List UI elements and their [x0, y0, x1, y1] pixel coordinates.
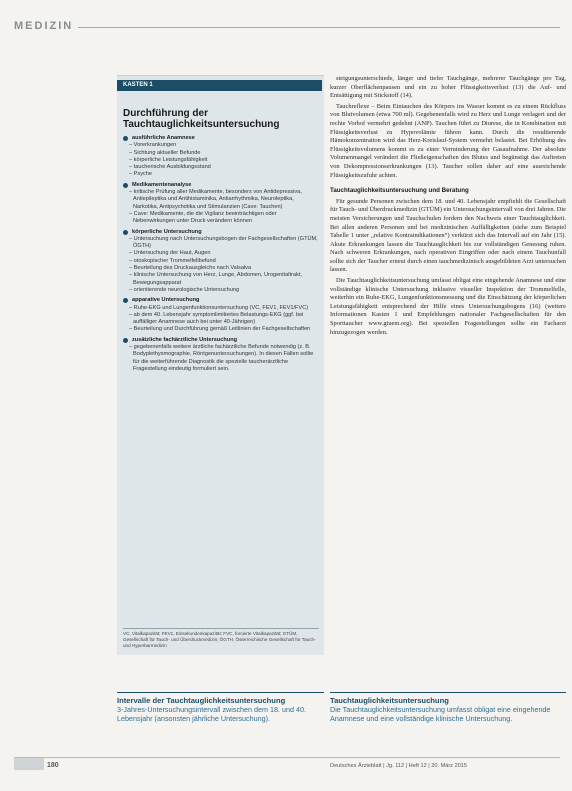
callout-text: Die Tauchtauglichkeitsuntersuchung umfasst obligat eine eingehende Anamnese und eine vollständige klinische Untersuchung. [330, 705, 551, 723]
bullet-icon [123, 338, 128, 343]
callout-title: Tauchtauglichkeitsuntersuchung [330, 696, 449, 705]
box-group-heading [123, 229, 319, 236]
box-list-item: – taucherische Ausbildungsstand [129, 164, 211, 171]
paragraph: Für gesunde Personen zwischen dem 18. und 40. Lebensjahr empfiehlt die Gesellschaft für Tauch- und Überdruckmedizin (GTÜM) ein Untersuchungsintervall von drei Jahren. Die meisten Versicherungen und Tauchschulen fordern den Nachweis einer Tauchtauglichkeit. Bei allen anderen Personen und bei medizinischen Auffälligkeiten (siehe zum Beispiel Tabelle 1 unter „relative Kontraindikationen“) verkürzt sich das Intervall auf ein Jahr (15). Akute Erkrankungen lassen die Tauchtauglichkeit bis zur vollständigen Genesung ruhen. Nach schweren Erkrankungen, nach operativen Eingriffen oder nach einem Tauchunfall sollte sich der Taucher erneut durch einen tauchmedizinisch ausgebildeten Arzt untersuchen lassen. [330, 197, 566, 274]
paragraph: steigungsunterschiede, länger und tiefer Tauchgänge, mehrerer Tauchgänge pro Tag, kurzer Oberflächenpausen und ein zu hoher Flüssigkeitsverlust (13) die Auf- und Entsättigung mit Stickstoff (14). [330, 75, 566, 100]
section-title: MEDIZIN [14, 20, 74, 32]
bullet-icon [123, 183, 128, 188]
callout-right [330, 696, 566, 723]
box-list-item: – kritische Prüfung aller Medikamente, besonders von Antidepressiva, Antiepileptika und Antihistaminika, Antiarrhythmika, Neuroleptika, Narkotika, Antipsychotika und Stimulanzien (Cave: Tauchen) [129, 189, 302, 210]
box-footnote: VC, Vitalkapazität; FEV1, Einsekundenkapazität; FVC, forcierte Vitalkapazität; GTÜM, Gesellschaft für Tauch- und Überdruckmedizin; ÖGTH, Österreichische Gesellschaft für Tauch- und Hyperbarmedizin [123, 628, 319, 649]
box-group-heading [123, 337, 319, 344]
box-group-label: Medikamentenanalyse [132, 181, 192, 188]
bullet-icon [123, 136, 128, 141]
bullet-icon [123, 298, 128, 303]
callout-rule [117, 692, 324, 693]
page-corner-mark [14, 758, 44, 770]
box-list-item: – orientierende neurologische Untersuchung [129, 286, 240, 293]
callout-text: 3-Jahres-Untersuchungsintervall zwischen dem 18. und 40. Lebensjahr (ansonsten jährliche Untersuchung). [117, 705, 306, 723]
box-list-item: – otoskopischer Trommelfellbefund [129, 257, 216, 264]
box-group-label: ausführliche Anamnese [132, 135, 195, 141]
box-list-item: – gegebenenfalls weitere ärztliche fachärztliche Befunde notwendig (z. B. Bodyplethysmographie, Röntgenuntersuchungen). In diesen Fällen sollte für die weiterführende Diagnostik die spezielle taucherärztliche Fragestellung eindeutig formuliert sein. [129, 344, 314, 372]
box-group-heading [123, 297, 319, 304]
box-body [123, 132, 319, 373]
box-list-item: – klinische Untersuchung von Herz, Lunge, Abdomen, Urogenitaltrakt, Bewegungsapparat [129, 272, 302, 286]
page-number: 180 [47, 762, 59, 769]
footer-rule [14, 757, 560, 758]
callout-left [117, 696, 327, 723]
box-list-item: – Psyche [129, 171, 153, 178]
box-list-item: – Sichtung aktueller Befunde [129, 149, 201, 156]
box-list-item: – Vorerkrankungen [129, 142, 177, 149]
journal-citation: Deutsches Ärzteblatt | Jg. 112 | Heft 12 | 20. März 2015 [330, 763, 468, 769]
box-list-item: – Untersuchung nach Untersuchungsbogen der Fachgesellschaften (GTÜM, ÖGTH) [129, 235, 318, 250]
box-group-label: apparative Untersuchung [132, 297, 200, 304]
bullet-icon [123, 230, 128, 235]
box-list-item: – ab dem 40. Lebensjahr symptomlimitiertes Belastungs-EKG (ggf. bei auffälliger Anamnese auch bei unter 40-Jährigen) [129, 311, 304, 326]
box-group-heading [123, 135, 319, 142]
box-list-item: – körperliche Leistungsfähigkeit [129, 156, 208, 163]
box-tag: KASTEN 1 [117, 80, 322, 91]
box-group-label: zusätzliche fachärztliche Untersuchung [132, 336, 238, 343]
box-list-item: – Cave: Medikamente, die die Vigilanz beeinträchtigen oder Nebenwirkungen unter Druck verändern können [129, 210, 277, 225]
callout-title: Intervalle der Tauchtauglichkeitsuntersuchung [117, 696, 286, 705]
box-group-heading [123, 182, 319, 189]
box-list-item: – Beurteilung und Durchführung gemäß Leitlinien der Fachgesellschaften [129, 326, 311, 333]
subheading: Tauchtauglichkeitsuntersuchung und Beratung [330, 187, 469, 195]
info-box [117, 75, 324, 655]
box-title: Durchführung der Tauchtauglichkeitsuntersuchung [123, 108, 280, 130]
callout-rule [330, 692, 566, 693]
paragraph: Tauchreflexe – Beim Eintauchen des Körpers ins Wasser kommt es zu einem Rückfluss von Blutvolumen (etwa 700 ml). Gegebenenfalls wird zu Herz und Lunge verlagert und der rechte Vorhof vermehrt gedehnt (ANP). Tauchen führt zu Diurese, die in Kombination mit Flüssigkeitsverlust zu Hypovolämie führen kann. Durch die resultierende Hämokonzentration wird das Herz-Kreislauf-System vermehrt belastet. Bei Erhöhung des Flüssigkeitsvolumens kommt es zu einer Verminderung der Gasaufnahme. Der absolute Volumenmangel verändert die Fließeigenschaften des Blutes und begünstigt das Auftreten von Dekompressionserkrankungen (13). Taucher sollen daher auf eine ausreichende Flüssigkeitszufuhr achten. [330, 102, 566, 179]
header-rule [78, 27, 560, 28]
article-column [330, 75, 566, 339]
paragraph: Die Tauchtauglichkeitsuntersuchung umfasst obligat eine eingehende Anamnese und eine vollständige klinische Untersuchung inklusive visueller Inspektion der Trommelfelle, weiterhin ein Ruhe-EKG, Lungenfunktionsmessung und die Einschätzung der körperlichen Leistungsfähigkeit entsprechend der Hilfe eines Untersuchungsbogens (16) (weitere Informationen Kasten 1 und Empfehlungen nationaler Fachgesellschaften für den Sporttaucher www.gtuem.org). Bei speziellen Fragestellungen sollte ein Facharzt hinzugezogen werden. [330, 277, 566, 336]
box-list-item: – Beurteilung des Druckausgleichs nach Valsalva [129, 265, 252, 272]
box-list-item: – Ruhe-EKG und Lungenfunktionsuntersuchung (VC, FEV1, FEV1/FVC) [129, 304, 309, 311]
box-list-item: – Untersuchung der Haut, Augen [129, 250, 211, 257]
box-group-label: körperliche Untersuchung [132, 228, 202, 235]
